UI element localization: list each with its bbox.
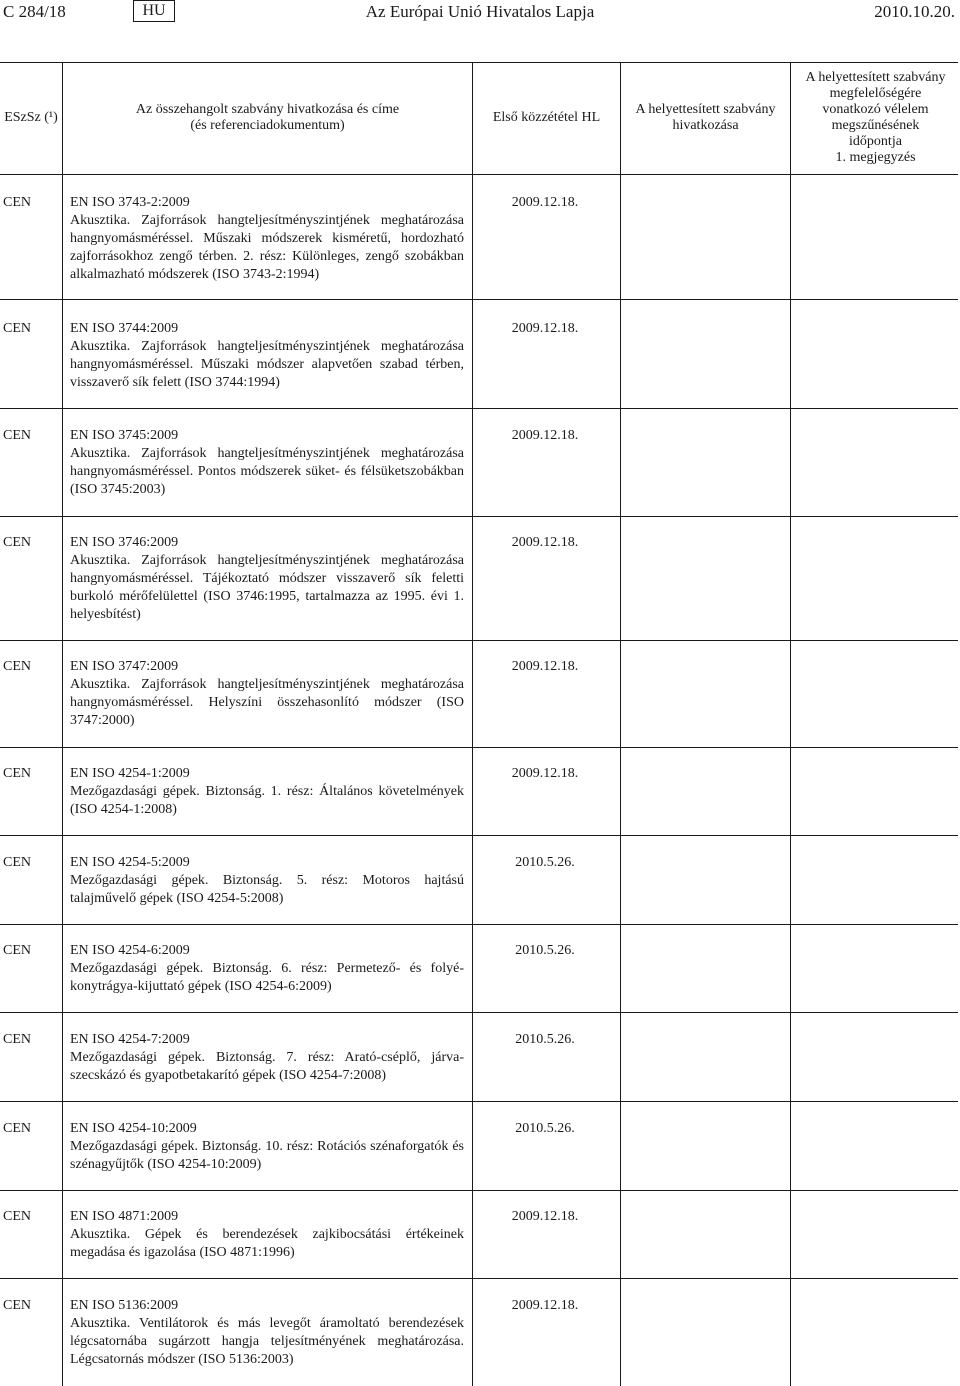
row-9-esz: CEN bbox=[3, 1121, 31, 1136]
row-5-esz: CEN bbox=[3, 766, 31, 781]
row-7-esz: CEN bbox=[3, 943, 31, 958]
row-divider bbox=[0, 640, 958, 641]
row-9-first-pub: 2010.5.26. bbox=[515, 1121, 575, 1136]
row-8-description: Mezőgazdasági gépek. Biztonság. 7. rész: Arató-cséplő, járvaszecskázó és gyapotbetakarító gépek (ISO 4254-7:2008) bbox=[70, 1050, 464, 1083]
column-divider bbox=[790, 62, 791, 1386]
row-3-esz: CEN bbox=[3, 535, 31, 550]
journal-title: Az Európai Unió Hivatalos Lapja bbox=[365, 2, 595, 21]
row-4-standard bbox=[70, 658, 464, 730]
row-10-description: Akusztika. Gépek és berendezések zajkibocsátási értékeinek megadása és igazolása (ISO 4871:1996) bbox=[70, 1227, 464, 1260]
row-divider bbox=[0, 1278, 958, 1279]
row-1-standard bbox=[70, 320, 464, 392]
row-2-first-pub: 2009.12.18. bbox=[511, 428, 579, 443]
row-4-esz: CEN bbox=[3, 659, 31, 674]
row-9-code: EN ISO 4254-10:2009 bbox=[70, 1121, 197, 1136]
row-11-standard bbox=[70, 1297, 464, 1369]
col-header-esz bbox=[0, 62, 62, 174]
row-8-first-pub: 2010.5.26. bbox=[515, 1032, 575, 1047]
col-header-title-line1: Az összehangolt szabvány hivatkozása és címe bbox=[135, 102, 400, 117]
row-5-code: EN ISO 4254-1:2009 bbox=[70, 766, 190, 781]
row-7-standard bbox=[70, 942, 464, 996]
row-1-description: Akusztika. Zajforrások hangteljesítményszintjének meghatározása hangnyomásméréssel. Műszaki módszer alapvetően szabad térben, visszaverő sík felett (ISO 3744:1994) bbox=[70, 339, 464, 390]
row-7-description: Mezőgazdasági gépek. Biztonság. 6. rész: Permetező- és folyékonytrágya-kijuttató gépek (ISO 4254-6:2009) bbox=[70, 961, 464, 994]
col-header-title bbox=[63, 62, 472, 174]
row-5-description: Mezőgazdasági gépek. Biztonság. 1. rész: Általános követelmények (ISO 4254-1:2008) bbox=[70, 784, 464, 817]
row-5-first-pub: 2009.12.18. bbox=[511, 766, 579, 781]
col-header-cessation-line2: megfelelőségére bbox=[829, 86, 922, 101]
row-0-first-pub: 2009.12.18. bbox=[511, 195, 579, 210]
col-header-title-line2: (és referenciadokumentum) bbox=[190, 118, 345, 133]
row-0-description: Akusztika. Zajforrások hangteljesítményszintjének meghatározása hangnyomásméréssel. Műszaki módszerek kisméretű, hordozható zajforrásokhoz zengő térben. 2. rész: Különleges, zengő szobákban alkalmazható módszerek (ISO 3743-2:1994) bbox=[70, 213, 464, 282]
column-divider bbox=[62, 62, 63, 1386]
row-divider bbox=[0, 1012, 958, 1013]
row-10-esz: CEN bbox=[3, 1209, 31, 1224]
row-11-description: Akusztika. Ventilátorok és más levegőt áramoltató berendezések légcsatornába sugárzott hangja teljesítményének meghatározása. Légcsatornás módszer (ISO 5136:2003) bbox=[70, 1316, 464, 1367]
row-7-first-pub: 2010.5.26. bbox=[515, 943, 575, 958]
col-header-superseded-line1: A helyettesített szabvány bbox=[635, 102, 776, 117]
col-header-cessation bbox=[791, 62, 960, 174]
header-bottom-border bbox=[0, 174, 958, 175]
row-divider bbox=[0, 299, 958, 300]
row-divider bbox=[0, 924, 958, 925]
row-2-esz: CEN bbox=[3, 428, 31, 443]
row-divider bbox=[0, 1190, 958, 1191]
row-0-standard bbox=[70, 194, 464, 284]
row-4-description: Akusztika. Zajforrások hangteljesítményszintjének meghatározása hangnyomásméréssel. Helyszíni összehasonlító módszer (ISO 3747:2000) bbox=[70, 677, 464, 728]
row-divider bbox=[0, 835, 958, 836]
row-6-code: EN ISO 4254-5:2009 bbox=[70, 855, 190, 870]
row-6-esz: CEN bbox=[3, 855, 31, 870]
row-0-esz: CEN bbox=[3, 195, 31, 210]
page-reference: C 284/18 bbox=[3, 2, 66, 21]
standards-table bbox=[0, 62, 960, 1386]
column-divider bbox=[472, 62, 473, 1386]
row-9-description: Mezőgazdasági gépek. Biztonság. 10. rész: Rotációs szénaforgatók és szénagyűjtők (ISO 4254-10:2009) bbox=[70, 1139, 464, 1172]
row-9-standard bbox=[70, 1120, 464, 1174]
row-10-first-pub: 2009.12.18. bbox=[511, 1209, 579, 1224]
col-header-first-pub bbox=[473, 62, 620, 174]
publication-date: 2010.10.20. bbox=[874, 2, 955, 21]
row-3-code: EN ISO 3746:2009 bbox=[70, 535, 179, 550]
row-6-first-pub: 2010.5.26. bbox=[515, 855, 575, 870]
row-1-esz: CEN bbox=[3, 321, 31, 336]
row-8-standard bbox=[70, 1031, 464, 1085]
language-badge: HU bbox=[133, 0, 175, 22]
row-3-first-pub: 2009.12.18. bbox=[511, 535, 579, 550]
col-header-cessation-line3: vonatkozó vélelem bbox=[822, 102, 929, 117]
column-divider bbox=[620, 62, 621, 1386]
row-divider bbox=[0, 747, 958, 748]
col-header-cessation-line6: 1. megjegyzés bbox=[835, 150, 916, 165]
row-2-code: EN ISO 3745:2009 bbox=[70, 428, 179, 443]
col-header-cessation-line1: A helyettesített szabvány bbox=[805, 70, 946, 85]
row-4-code: EN ISO 3747:2009 bbox=[70, 659, 179, 674]
row-divider bbox=[0, 516, 958, 517]
row-3-standard bbox=[70, 534, 464, 624]
row-1-first-pub: 2009.12.18. bbox=[511, 321, 579, 336]
row-divider bbox=[0, 1101, 958, 1102]
row-3-description: Akusztika. Zajforrások hangteljesítményszintjének meghatározása hangnyomásméréssel. Tájékoztató módszer visszaverő sík feletti burkoló mérőfelülettel (ISO 3746:1995, tartalmazza az 1995. évi 1. helyesbítést) bbox=[70, 553, 464, 622]
col-header-superseded bbox=[621, 62, 790, 174]
row-6-description: Mezőgazdasági gépek. Biztonság. 5. rész: Motoros hajtású talajművelő gépek (ISO 4254-5:2008) bbox=[70, 873, 464, 906]
row-7-code: EN ISO 4254-6:2009 bbox=[70, 943, 190, 958]
col-header-esz-label: ESzSz (¹) bbox=[4, 110, 58, 125]
row-10-standard bbox=[70, 1208, 464, 1262]
row-11-esz: CEN bbox=[3, 1298, 31, 1313]
page-header bbox=[0, 0, 960, 26]
row-5-standard bbox=[70, 765, 464, 819]
row-4-first-pub: 2009.12.18. bbox=[511, 659, 579, 674]
row-0-code: EN ISO 3743-2:2009 bbox=[70, 195, 190, 210]
row-11-first-pub: 2009.12.18. bbox=[511, 1298, 579, 1313]
col-header-superseded-line2: hivatkozása bbox=[672, 118, 739, 133]
row-11-code: EN ISO 5136:2009 bbox=[70, 1298, 179, 1313]
col-header-first-pub-label: Első közzététel HL bbox=[492, 110, 601, 125]
row-6-standard bbox=[70, 854, 464, 908]
row-2-standard bbox=[70, 427, 464, 499]
row-2-description: Akusztika. Zajforrások hangteljesítményszintjének meghatározása hangnyomásméréssel. Pontos módszerek süket- és félsüketszobákban (ISO 3745:2003) bbox=[70, 446, 464, 497]
row-8-code: EN ISO 4254-7:2009 bbox=[70, 1032, 190, 1047]
row-divider bbox=[0, 408, 958, 409]
row-8-esz: CEN bbox=[3, 1032, 31, 1047]
row-1-code: EN ISO 3744:2009 bbox=[70, 321, 179, 336]
col-header-cessation-line5: időpontja bbox=[849, 134, 902, 149]
row-10-code: EN ISO 4871:2009 bbox=[70, 1209, 179, 1224]
col-header-cessation-line4: megszűnésének bbox=[831, 118, 920, 133]
